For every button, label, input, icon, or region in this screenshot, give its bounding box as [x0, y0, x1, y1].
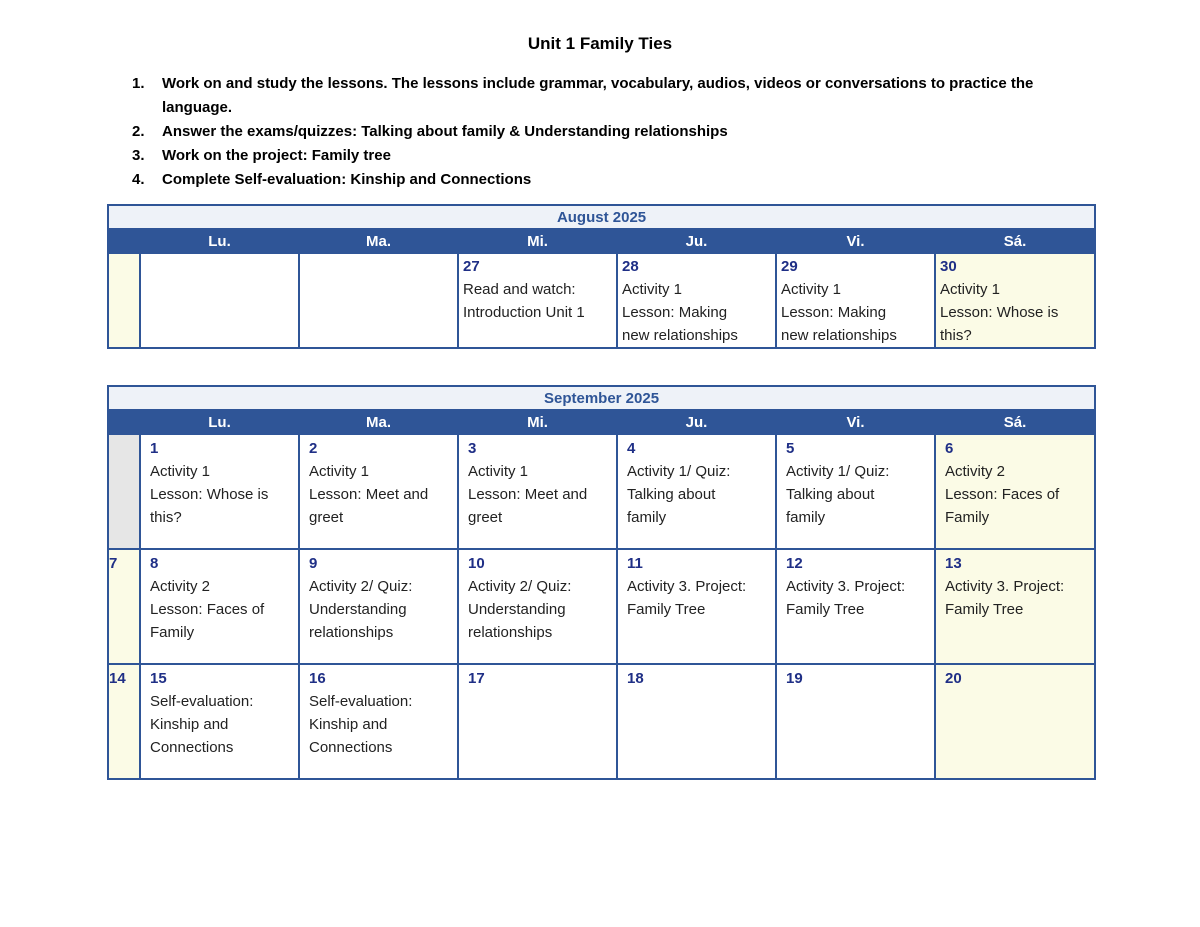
day-activity: new relationships: [781, 327, 897, 344]
day-activity: relationships: [309, 624, 394, 641]
calendar-week: [108, 253, 1095, 348]
august-calendar: [107, 204, 1096, 349]
day-number: 3: [468, 440, 477, 457]
instruction-list: [132, 72, 1082, 192]
day-cell: [299, 664, 458, 779]
day-activity: Activity 1: [309, 463, 370, 480]
day-activity: Lesson: Whose is: [940, 304, 1059, 321]
day-cell: [776, 664, 935, 779]
day-activity: Activity 2: [150, 578, 211, 595]
day-number: 13: [945, 555, 962, 572]
day-activity: Lesson: Faces of: [150, 601, 265, 618]
day-number: 20: [945, 670, 962, 687]
day-number: 9: [309, 555, 318, 572]
day-activity: Connections: [150, 739, 234, 756]
instruction-number: 1.: [132, 75, 145, 92]
day-cell-sunday: [108, 253, 140, 348]
day-activity: Understanding: [468, 601, 566, 618]
weekday-header: Ju.: [617, 229, 776, 253]
month-title: September 2025: [108, 386, 1095, 410]
weekday-header: Mi.: [458, 410, 617, 434]
day-activity: Kinship and: [150, 716, 229, 733]
day-cell: [458, 434, 617, 549]
weekday-header: Vi.: [776, 410, 935, 434]
day-cell: [617, 253, 776, 348]
day-cell: [140, 549, 299, 664]
day-activity: family: [627, 509, 667, 526]
day-cell-saturday: [935, 664, 1095, 779]
day-activity: Talking about: [627, 486, 716, 503]
day-activity: relationships: [468, 624, 553, 641]
instruction-text: Answer the exams/quizzes: Talking about family & Understanding relationships: [162, 123, 728, 140]
day-activity: Kinship and: [309, 716, 388, 733]
weekday-header-sunday: [108, 410, 140, 434]
weekday-header: Lu.: [140, 410, 299, 434]
day-cell-saturday: [935, 549, 1095, 664]
day-activity: Activity 2/ Quiz:: [309, 578, 413, 595]
day-number: 6: [945, 440, 954, 457]
day-cell: [458, 549, 617, 664]
day-number: 19: [786, 670, 803, 687]
day-activity: Activity 2/ Quiz:: [468, 578, 572, 595]
day-activity: Activity 1: [781, 281, 842, 298]
september-calendar: [107, 385, 1096, 780]
day-activity: Understanding: [309, 601, 407, 618]
day-cell-sunday: [108, 549, 140, 664]
day-cell-saturday: [935, 253, 1095, 348]
day-number: 15: [150, 670, 167, 687]
day-number: 5: [786, 440, 795, 457]
day-cell-sunday: [108, 434, 140, 549]
day-activity: Activity 1: [150, 463, 211, 480]
day-activity: Activity 3. Project:: [627, 578, 747, 595]
day-number: 11: [627, 555, 643, 572]
weekday-header: Ma.: [299, 229, 458, 253]
weekday-header: Vi.: [776, 229, 935, 253]
day-activity: Activity 2: [945, 463, 1006, 480]
instruction-number: 4.: [132, 171, 145, 188]
month-title: August 2025: [108, 205, 1095, 229]
day-cell-saturday: [935, 434, 1095, 549]
weekday-header: Lu.: [140, 229, 299, 253]
instruction-number: 2.: [132, 123, 145, 140]
day-activity: Connections: [309, 739, 393, 756]
day-cell: [617, 664, 776, 779]
day-activity: Lesson: Making: [781, 304, 887, 321]
day-number: 12: [786, 555, 803, 572]
day-number: 10: [468, 555, 485, 572]
weekday-header: Ju.: [617, 410, 776, 434]
instruction-item: [132, 72, 1082, 120]
day-cell: [299, 434, 458, 549]
day-activity: Activity 1: [468, 463, 529, 480]
day-number: 18: [627, 670, 644, 687]
day-cell: [299, 253, 458, 348]
day-activity: Talking about: [786, 486, 875, 503]
instruction-text: Complete Self-evaluation: Kinship and Connections: [162, 171, 532, 188]
instruction-item: [132, 120, 1082, 144]
weekday-header: Ma.: [299, 410, 458, 434]
instruction-text: Work on and study the lessons. The lessons include grammar, vocabulary, audios, videos or conversations to practice the language.: [162, 75, 1034, 116]
day-activity: Lesson: Whose is: [150, 486, 269, 503]
day-cell: [776, 253, 935, 348]
instruction-item: [132, 168, 1082, 192]
day-activity: Lesson: Faces of: [945, 486, 1060, 503]
day-activity: Family Tree: [627, 601, 706, 618]
day-cell: [776, 549, 935, 664]
instruction-text: Work on the project: Family tree: [162, 147, 391, 164]
day-activity: greet: [468, 509, 503, 526]
day-activity: Read and watch:: [463, 281, 576, 298]
day-activity: Family Tree: [945, 601, 1024, 618]
day-cell: [299, 549, 458, 664]
day-cell: [776, 434, 935, 549]
day-activity: Family Tree: [786, 601, 865, 618]
day-activity: Lesson: Meet and: [468, 486, 588, 503]
day-activity: Activity 1/ Quiz:: [627, 463, 731, 480]
day-activity: Introduction Unit 1: [463, 304, 585, 321]
weekday-header: Sá.: [935, 229, 1095, 253]
day-activity: this?: [940, 327, 972, 344]
day-cell: [617, 549, 776, 664]
day-cell: [458, 253, 617, 348]
instruction-number: 3.: [132, 147, 145, 164]
day-number: 7: [109, 555, 118, 572]
day-cell: [140, 664, 299, 779]
day-number: 1: [150, 440, 159, 457]
day-activity: new relationships: [622, 327, 738, 344]
day-activity: family: [786, 509, 826, 526]
day-cell-sunday: [108, 664, 140, 779]
day-activity: Self-evaluation:: [150, 693, 254, 710]
weekday-header: Sá.: [935, 410, 1095, 434]
day-number: 14: [109, 670, 126, 687]
calendar-week: [108, 434, 1095, 549]
calendar-week: [108, 664, 1095, 779]
day-number: 16: [309, 670, 326, 687]
day-activity: Activity 3. Project:: [945, 578, 1065, 595]
day-activity: Family: [945, 509, 990, 526]
day-activity: Lesson: Making: [622, 304, 728, 321]
day-number: 17: [468, 670, 485, 687]
day-number: 29: [781, 258, 798, 275]
day-number: 30: [940, 258, 957, 275]
calendar-week: [108, 549, 1095, 664]
weekday-header-sunday: [108, 229, 140, 253]
day-number: 8: [150, 555, 159, 572]
day-activity: Family: [150, 624, 195, 641]
day-number: 4: [627, 440, 636, 457]
weekday-header: Mi.: [458, 229, 617, 253]
day-activity: this?: [150, 509, 182, 526]
day-activity: Lesson: Meet and: [309, 486, 429, 503]
day-activity: Activity 1/ Quiz:: [786, 463, 890, 480]
instruction-item: [132, 144, 1082, 168]
day-activity: Self-evaluation:: [309, 693, 413, 710]
page-title: Unit 1 Family Ties: [527, 34, 673, 53]
day-number: 28: [622, 258, 639, 275]
day-number: 27: [463, 258, 480, 275]
day-activity: Activity 3. Project:: [786, 578, 906, 595]
day-cell: [140, 253, 299, 348]
day-activity: Activity 1: [622, 281, 683, 298]
day-cell: [617, 434, 776, 549]
day-activity: greet: [309, 509, 344, 526]
day-cell: [458, 664, 617, 779]
day-cell: [140, 434, 299, 549]
day-number: 2: [309, 440, 318, 457]
day-activity: Activity 1: [940, 281, 1001, 298]
